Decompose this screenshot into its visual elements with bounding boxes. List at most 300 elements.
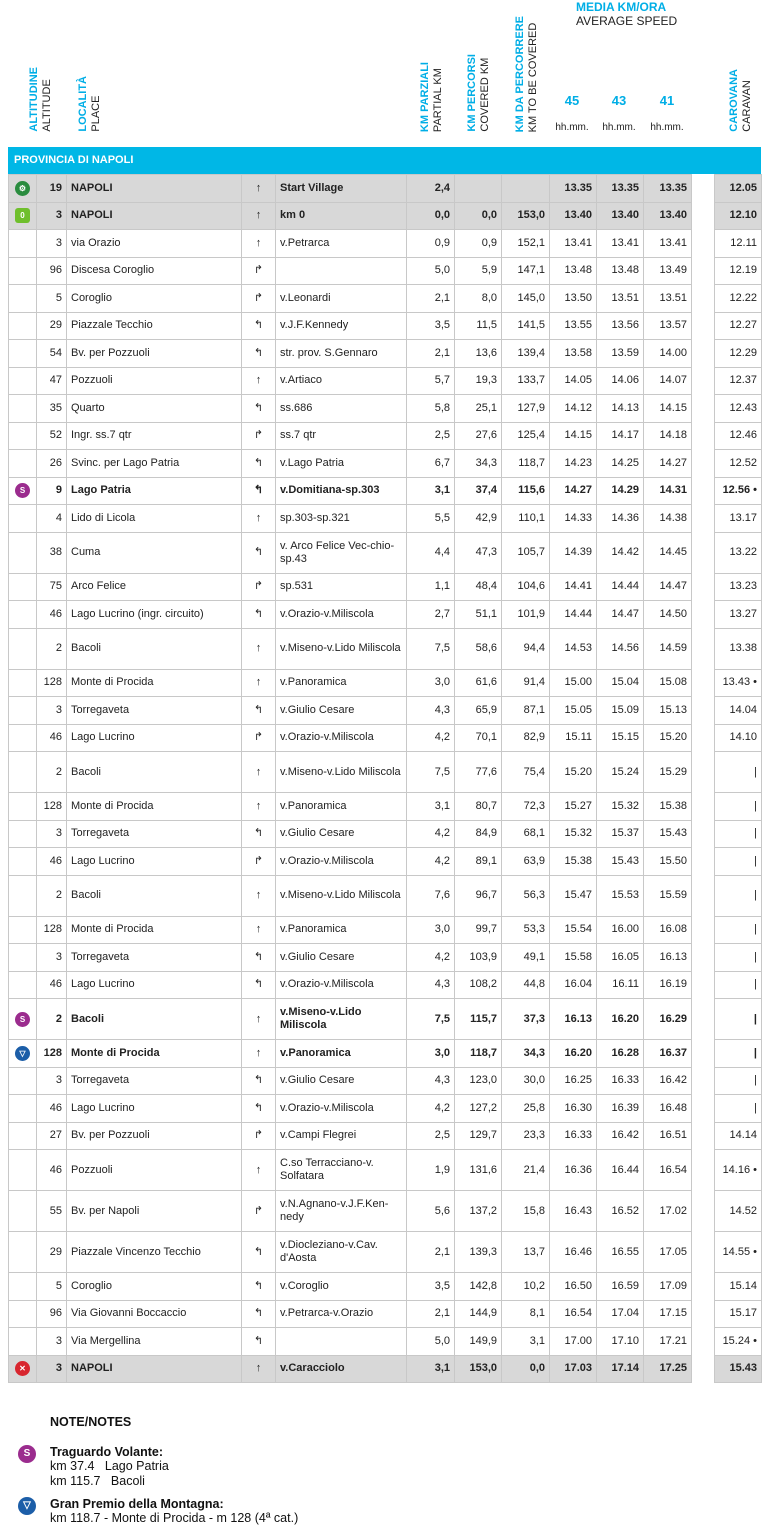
table-row xyxy=(9,1232,762,1273)
remaining-km-cell: 139,4 xyxy=(502,340,550,368)
altitude-cell: 46 xyxy=(37,601,67,629)
caravan-cell: 12.43 xyxy=(715,395,762,423)
time-41-cell: 15.20 xyxy=(644,724,692,752)
time-43-cell: 15.04 xyxy=(597,669,644,697)
time-45-cell: 15.47 xyxy=(550,875,597,916)
icon-cell xyxy=(9,820,37,848)
covered-km-cell: 51,1 xyxy=(455,601,502,629)
altitude-cell: 5 xyxy=(37,285,67,313)
altitude-cell: 55 xyxy=(37,1191,67,1232)
partial-km-cell: 3,5 xyxy=(407,312,455,340)
altitude-cell: 2 xyxy=(37,628,67,669)
partial-km-header: KM PARZIALI PARTIAL KM xyxy=(419,61,444,132)
remaining-km-cell: 118,7 xyxy=(502,450,550,478)
speed-41: 41 xyxy=(659,93,675,108)
road-cell: v.Giulio Cesare xyxy=(276,697,407,725)
covered-km-cell: 115,7 xyxy=(455,999,502,1040)
remaining-km-cell: 127,9 xyxy=(502,395,550,423)
covered-km-cell: 127,2 xyxy=(455,1095,502,1123)
direction-cell: ↰ xyxy=(242,1273,276,1301)
partial-km-cell: 2,1 xyxy=(407,1232,455,1273)
road-cell: v.Leonardi xyxy=(276,285,407,313)
road-cell: v.Panoramica xyxy=(276,669,407,697)
table-row xyxy=(9,422,762,450)
spacer xyxy=(692,1273,715,1301)
place-cell: Bacoli xyxy=(67,875,242,916)
altitude-cell: 96 xyxy=(37,1300,67,1328)
table-row xyxy=(9,367,762,395)
remaining-km-cell: 25,8 xyxy=(502,1095,550,1123)
time-41-cell: 14.15 xyxy=(644,395,692,423)
partial-km-cell: 6,7 xyxy=(407,450,455,478)
place-cell: Quarto xyxy=(67,395,242,423)
road-cell: Start Village xyxy=(276,175,407,203)
time-45-cell: 13.58 xyxy=(550,340,597,368)
caravan-cell: 12.19 xyxy=(715,257,762,285)
partial-km-cell: 3,0 xyxy=(407,669,455,697)
covered-km-cell: 118,7 xyxy=(455,1040,502,1068)
km0-icon: 0 xyxy=(15,208,30,223)
time-43-cell: 16.05 xyxy=(597,944,644,972)
icon-cell xyxy=(9,724,37,752)
covered-km-cell: 103,9 xyxy=(455,944,502,972)
time-41-cell: 17.15 xyxy=(644,1300,692,1328)
spacer xyxy=(692,669,715,697)
place-cell: Coroglio xyxy=(67,285,242,313)
altitude-cell: 26 xyxy=(37,450,67,478)
spacer xyxy=(692,422,715,450)
time-41-cell: 14.47 xyxy=(644,573,692,601)
time-45-cell: 15.20 xyxy=(550,752,597,793)
road-cell: v.Lago Patria xyxy=(276,450,407,478)
place-header: LOCALITÀ PLACE xyxy=(77,76,102,132)
caravan-cell: 12.27 xyxy=(715,312,762,340)
place-cell: Lago Lucrino xyxy=(67,1095,242,1123)
time-45-cell: 14.39 xyxy=(550,532,597,573)
altitude-cell: 46 xyxy=(37,1150,67,1191)
road-cell xyxy=(276,1328,407,1356)
direction-cell: ↑ xyxy=(242,1040,276,1068)
caravan-cell: 15.17 xyxy=(715,1300,762,1328)
table-row xyxy=(9,1191,762,1232)
spacer xyxy=(692,848,715,876)
icon-cell xyxy=(9,1040,37,1068)
partial-km-cell: 7,6 xyxy=(407,875,455,916)
icon-cell xyxy=(9,1328,37,1356)
spacer xyxy=(692,395,715,423)
covered-km-header: KM PERCORSI COVERED KM xyxy=(466,54,491,132)
direction-cell: ↱ xyxy=(242,285,276,313)
time-41-cell: 14.07 xyxy=(644,367,692,395)
time-41-cell: 13.40 xyxy=(644,202,692,230)
covered-km-cell: 70,1 xyxy=(455,724,502,752)
time-43-cell: 16.33 xyxy=(597,1067,644,1095)
time-43-cell: 13.41 xyxy=(597,230,644,258)
road-cell: v.Orazio-v.Miliscola xyxy=(276,848,407,876)
place-cell: Lido di Licola xyxy=(67,505,242,533)
place-cell: Lago Lucrino (ingr. circuito) xyxy=(67,601,242,629)
altitude-cell: 3 xyxy=(37,202,67,230)
partial-km-cell: 4,2 xyxy=(407,724,455,752)
time-45-cell: 13.55 xyxy=(550,312,597,340)
partial-km-cell: 0,0 xyxy=(407,202,455,230)
time-43-cell: 16.00 xyxy=(597,916,644,944)
caravan-cell: 12.22 xyxy=(715,285,762,313)
partial-km-cell: 4,4 xyxy=(407,532,455,573)
covered-km-cell: 142,8 xyxy=(455,1273,502,1301)
altitude-cell: 46 xyxy=(37,971,67,999)
icon-cell xyxy=(9,450,37,478)
direction-cell: ↰ xyxy=(242,1300,276,1328)
partial-km-cell: 7,5 xyxy=(407,999,455,1040)
time-43-cell: 15.24 xyxy=(597,752,644,793)
remaining-km-cell: 145,0 xyxy=(502,285,550,313)
partial-km-cell: 1,1 xyxy=(407,573,455,601)
time-43-cell: 16.42 xyxy=(597,1122,644,1150)
place-cell: Piazzale Vincenzo Tecchio xyxy=(67,1232,242,1273)
partial-km-cell: 2,1 xyxy=(407,340,455,368)
icon-cell xyxy=(9,505,37,533)
altitude-cell: 19 xyxy=(37,175,67,203)
partial-km-cell: 2,5 xyxy=(407,1122,455,1150)
remaining-km-cell: 104,6 xyxy=(502,573,550,601)
table-row xyxy=(9,1355,762,1383)
covered-km-cell: 96,7 xyxy=(455,875,502,916)
time-43-cell: 14.56 xyxy=(597,628,644,669)
road-cell: v.Orazio-v.Miliscola xyxy=(276,1095,407,1123)
place-cell: Bv. per Napoli xyxy=(67,1191,242,1232)
caravan-cell: | xyxy=(715,1040,762,1068)
partial-km-cell: 4,3 xyxy=(407,971,455,999)
altitude-cell: 46 xyxy=(37,848,67,876)
direction-cell: ↑ xyxy=(242,367,276,395)
partial-km-cell: 2,5 xyxy=(407,422,455,450)
remaining-km-cell: 94,4 xyxy=(502,628,550,669)
time-45-cell: 15.27 xyxy=(550,793,597,821)
icon-cell xyxy=(9,1095,37,1123)
road-cell: v.Petrarca-v.Orazio xyxy=(276,1300,407,1328)
time-45-cell: 14.44 xyxy=(550,601,597,629)
caravan-cell: 12.11 xyxy=(715,230,762,258)
time-45-cell: 16.33 xyxy=(550,1122,597,1150)
table-row xyxy=(9,628,762,669)
time-45-cell: 13.48 xyxy=(550,257,597,285)
altitude-cell: 29 xyxy=(37,312,67,340)
hh-label: hh.mm. xyxy=(650,122,684,133)
time-43-cell: 15.15 xyxy=(597,724,644,752)
remaining-km-cell: 101,9 xyxy=(502,601,550,629)
icon-cell xyxy=(9,532,37,573)
time-45-cell: 17.03 xyxy=(550,1355,597,1383)
remaining-km-cell: 56,3 xyxy=(502,875,550,916)
spacer xyxy=(692,971,715,999)
time-45-cell: 14.41 xyxy=(550,573,597,601)
caravan-cell: 12.37 xyxy=(715,367,762,395)
remaining-km-cell: 8,1 xyxy=(502,1300,550,1328)
direction-cell: ↰ xyxy=(242,601,276,629)
remaining-km-cell: 82,9 xyxy=(502,724,550,752)
caravan-cell: 12.52 xyxy=(715,450,762,478)
icon-cell xyxy=(9,875,37,916)
remaining-km-cell: 105,7 xyxy=(502,532,550,573)
spacer xyxy=(692,1040,715,1068)
time-45-cell: 14.12 xyxy=(550,395,597,423)
time-41-cell: 15.50 xyxy=(644,848,692,876)
road-cell: v.Miseno-v.Lido Miliscola xyxy=(276,999,407,1040)
caravan-cell: 15.24 • xyxy=(715,1328,762,1356)
spacer xyxy=(692,1150,715,1191)
caravan-cell: 12.29 xyxy=(715,340,762,368)
time-43-cell: 13.48 xyxy=(597,257,644,285)
table-row xyxy=(9,573,762,601)
partial-km-cell: 4,3 xyxy=(407,1067,455,1095)
cyclist-start-icon: ⚙ xyxy=(15,181,30,196)
place-cell: Pozzuoli xyxy=(67,367,242,395)
table-row xyxy=(9,601,762,629)
table-row xyxy=(9,669,762,697)
time-45-cell: 13.35 xyxy=(550,175,597,203)
direction-cell: ↑ xyxy=(242,916,276,944)
remaining-km-cell: 115,6 xyxy=(502,477,550,505)
table-row xyxy=(9,916,762,944)
time-43-cell: 13.51 xyxy=(597,285,644,313)
covered-km-cell: 37,4 xyxy=(455,477,502,505)
covered-km-cell: 129,7 xyxy=(455,1122,502,1150)
mountain-prize-icon: ▽ xyxy=(18,1497,36,1515)
time-43-cell: 17.10 xyxy=(597,1328,644,1356)
time-45-cell: 14.23 xyxy=(550,450,597,478)
icon-cell xyxy=(9,230,37,258)
covered-km-cell: 34,3 xyxy=(455,450,502,478)
altitude-cell: 3 xyxy=(37,820,67,848)
direction-cell: ↰ xyxy=(242,450,276,478)
partial-km-cell: 5,8 xyxy=(407,395,455,423)
time-43-cell: 14.29 xyxy=(597,477,644,505)
caravan-cell: 13.22 xyxy=(715,532,762,573)
intermediate-sprint-note: S Traguardo Volante: km 37.4 Lago Patria km 115.7 Bacoli xyxy=(50,1445,169,1489)
time-43-cell: 15.09 xyxy=(597,697,644,725)
mountain-prize-icon: ▽ xyxy=(15,1046,30,1061)
spacer xyxy=(692,505,715,533)
partial-km-cell: 7,5 xyxy=(407,628,455,669)
place-cell: via Orazio xyxy=(67,230,242,258)
altitude-cell: 3 xyxy=(37,1328,67,1356)
remaining-km-cell: 152,1 xyxy=(502,230,550,258)
direction-cell: ↑ xyxy=(242,999,276,1040)
time-45-cell: 15.32 xyxy=(550,820,597,848)
road-cell xyxy=(276,257,407,285)
time-43-cell: 14.13 xyxy=(597,395,644,423)
covered-km-cell: 99,7 xyxy=(455,916,502,944)
spacer xyxy=(692,1067,715,1095)
time-41-cell: 16.54 xyxy=(644,1150,692,1191)
icon-cell xyxy=(9,1150,37,1191)
table-row xyxy=(9,1300,762,1328)
place-cell: Pozzuoli xyxy=(67,1150,242,1191)
road-cell: v.Miseno-v.Lido Miliscola xyxy=(276,628,407,669)
mountain-prize-note: ▽ Gran Premio della Montagna: km 118.7 - Monte di Procida - m 128 (4ª cat.) xyxy=(50,1497,298,1526)
table-row xyxy=(9,340,762,368)
time-41-cell: 13.35 xyxy=(644,175,692,203)
covered-km-cell: 149,9 xyxy=(455,1328,502,1356)
partial-km-cell: 4,2 xyxy=(407,848,455,876)
table-row xyxy=(9,752,762,793)
speed-45: 45 xyxy=(564,93,580,108)
caravan-cell: | xyxy=(715,752,762,793)
caravan-cell: 12.10 xyxy=(715,202,762,230)
place-cell: Lago Lucrino xyxy=(67,724,242,752)
spacer xyxy=(692,875,715,916)
time-41-cell: 17.25 xyxy=(644,1355,692,1383)
place-cell: Monte di Procida xyxy=(67,793,242,821)
altitude-cell: 75 xyxy=(37,573,67,601)
table-row xyxy=(9,1328,762,1356)
direction-cell: ↰ xyxy=(242,1067,276,1095)
spacer xyxy=(692,340,715,368)
place-cell: Torregaveta xyxy=(67,944,242,972)
partial-km-cell: 5,5 xyxy=(407,505,455,533)
table-row xyxy=(9,202,762,230)
partial-km-cell: 4,2 xyxy=(407,820,455,848)
spacer xyxy=(692,1328,715,1356)
covered-km-cell: 25,1 xyxy=(455,395,502,423)
table-row xyxy=(9,1122,762,1150)
finish-icon: ✕ xyxy=(15,1361,30,1376)
covered-km-cell: 84,9 xyxy=(455,820,502,848)
icon-cell xyxy=(9,202,37,230)
time-41-cell: 14.00 xyxy=(644,340,692,368)
remaining-km-cell: 44,8 xyxy=(502,971,550,999)
covered-km-cell: 89,1 xyxy=(455,848,502,876)
road-cell: v.Giulio Cesare xyxy=(276,820,407,848)
direction-cell: ↑ xyxy=(242,1150,276,1191)
table-header xyxy=(0,0,780,145)
table-row xyxy=(9,257,762,285)
time-41-cell: 15.43 xyxy=(644,820,692,848)
time-43-cell: 16.39 xyxy=(597,1095,644,1123)
place-cell: Bv. per Pozzuoli xyxy=(67,340,242,368)
road-cell: v.Domitiana-sp.303 xyxy=(276,477,407,505)
time-45-cell: 16.43 xyxy=(550,1191,597,1232)
road-cell: v.Orazio-v.Miliscola xyxy=(276,601,407,629)
direction-cell: ↑ xyxy=(242,230,276,258)
road-cell: v.Panoramica xyxy=(276,793,407,821)
time-41-cell: 14.50 xyxy=(644,601,692,629)
direction-cell: ↰ xyxy=(242,1328,276,1356)
time-45-cell: 17.00 xyxy=(550,1328,597,1356)
caravan-cell: | xyxy=(715,875,762,916)
caravan-cell: 14.52 xyxy=(715,1191,762,1232)
direction-cell: ↰ xyxy=(242,944,276,972)
altitude-cell: 9 xyxy=(37,477,67,505)
icon-cell xyxy=(9,752,37,793)
partial-km-cell: 3,0 xyxy=(407,916,455,944)
time-45-cell: 16.30 xyxy=(550,1095,597,1123)
icon-cell xyxy=(9,573,37,601)
hh-label: hh.mm. xyxy=(602,122,636,133)
time-45-cell: 15.00 xyxy=(550,669,597,697)
covered-km-cell: 19,3 xyxy=(455,367,502,395)
direction-cell: ↰ xyxy=(242,697,276,725)
table-row xyxy=(9,505,762,533)
intermediate-sprint-icon: S xyxy=(18,1445,36,1463)
table-row xyxy=(9,1040,762,1068)
time-41-cell: 16.51 xyxy=(644,1122,692,1150)
time-45-cell: 15.11 xyxy=(550,724,597,752)
place-cell: Arco Felice xyxy=(67,573,242,601)
partial-km-cell: 3,1 xyxy=(407,477,455,505)
partial-km-cell: 2,4 xyxy=(407,175,455,203)
time-45-cell: 16.13 xyxy=(550,999,597,1040)
time-43-cell: 13.59 xyxy=(597,340,644,368)
icon-cell xyxy=(9,257,37,285)
altitude-cell: 2 xyxy=(37,999,67,1040)
icon-cell xyxy=(9,422,37,450)
road-cell: v.Diocleziano-v.Cav. d'Aosta xyxy=(276,1232,407,1273)
spacer xyxy=(692,285,715,313)
direction-cell: ↑ xyxy=(242,628,276,669)
partial-km-cell: 4,2 xyxy=(407,944,455,972)
spacer xyxy=(692,999,715,1040)
caravan-cell: 15.43 xyxy=(715,1355,762,1383)
time-41-cell: 14.38 xyxy=(644,505,692,533)
time-43-cell: 16.55 xyxy=(597,1232,644,1273)
table-row xyxy=(9,450,762,478)
place-cell: Monte di Procida xyxy=(67,669,242,697)
altitude-cell: 38 xyxy=(37,532,67,573)
time-41-cell: 17.05 xyxy=(644,1232,692,1273)
altitude-cell: 46 xyxy=(37,1095,67,1123)
time-43-cell: 13.40 xyxy=(597,202,644,230)
partial-km-cell: 2,7 xyxy=(407,601,455,629)
road-cell: v.Miseno-v.Lido Miliscola xyxy=(276,875,407,916)
spacer xyxy=(692,230,715,258)
place-cell: Lago Patria xyxy=(67,477,242,505)
covered-km-cell: 5,9 xyxy=(455,257,502,285)
time-45-cell: 15.05 xyxy=(550,697,597,725)
caravan-cell: 14.04 xyxy=(715,697,762,725)
icon-cell xyxy=(9,175,37,203)
covered-km-cell: 47,3 xyxy=(455,532,502,573)
notes-title: NOTE/NOTES xyxy=(50,1415,132,1429)
remaining-km-cell: 37,3 xyxy=(502,999,550,1040)
icon-cell xyxy=(9,999,37,1040)
caravan-cell: 13.23 xyxy=(715,573,762,601)
spacer xyxy=(692,175,715,203)
icon-cell xyxy=(9,367,37,395)
direction-cell: ↰ xyxy=(242,1095,276,1123)
spacer xyxy=(692,1232,715,1273)
caravan-cell: 14.16 • xyxy=(715,1150,762,1191)
partial-km-cell: 4,2 xyxy=(407,1095,455,1123)
altitude-cell: 128 xyxy=(37,793,67,821)
time-43-cell: 15.37 xyxy=(597,820,644,848)
road-cell: v. Arco Felice Vec-chio-sp.43 xyxy=(276,532,407,573)
direction-cell: ↰ xyxy=(242,340,276,368)
hh-label: hh.mm. xyxy=(555,122,589,133)
altitude-cell: 3 xyxy=(37,1355,67,1383)
remaining-km-cell: 87,1 xyxy=(502,697,550,725)
table-row xyxy=(9,999,762,1040)
remaining-km-cell: 91,4 xyxy=(502,669,550,697)
icon-cell xyxy=(9,477,37,505)
direction-cell: ↑ xyxy=(242,1355,276,1383)
covered-km-cell: 0,9 xyxy=(455,230,502,258)
covered-km-cell: 108,2 xyxy=(455,971,502,999)
time-45-cell: 16.36 xyxy=(550,1150,597,1191)
place-cell: NAPOLI xyxy=(67,175,242,203)
time-43-cell: 14.44 xyxy=(597,573,644,601)
